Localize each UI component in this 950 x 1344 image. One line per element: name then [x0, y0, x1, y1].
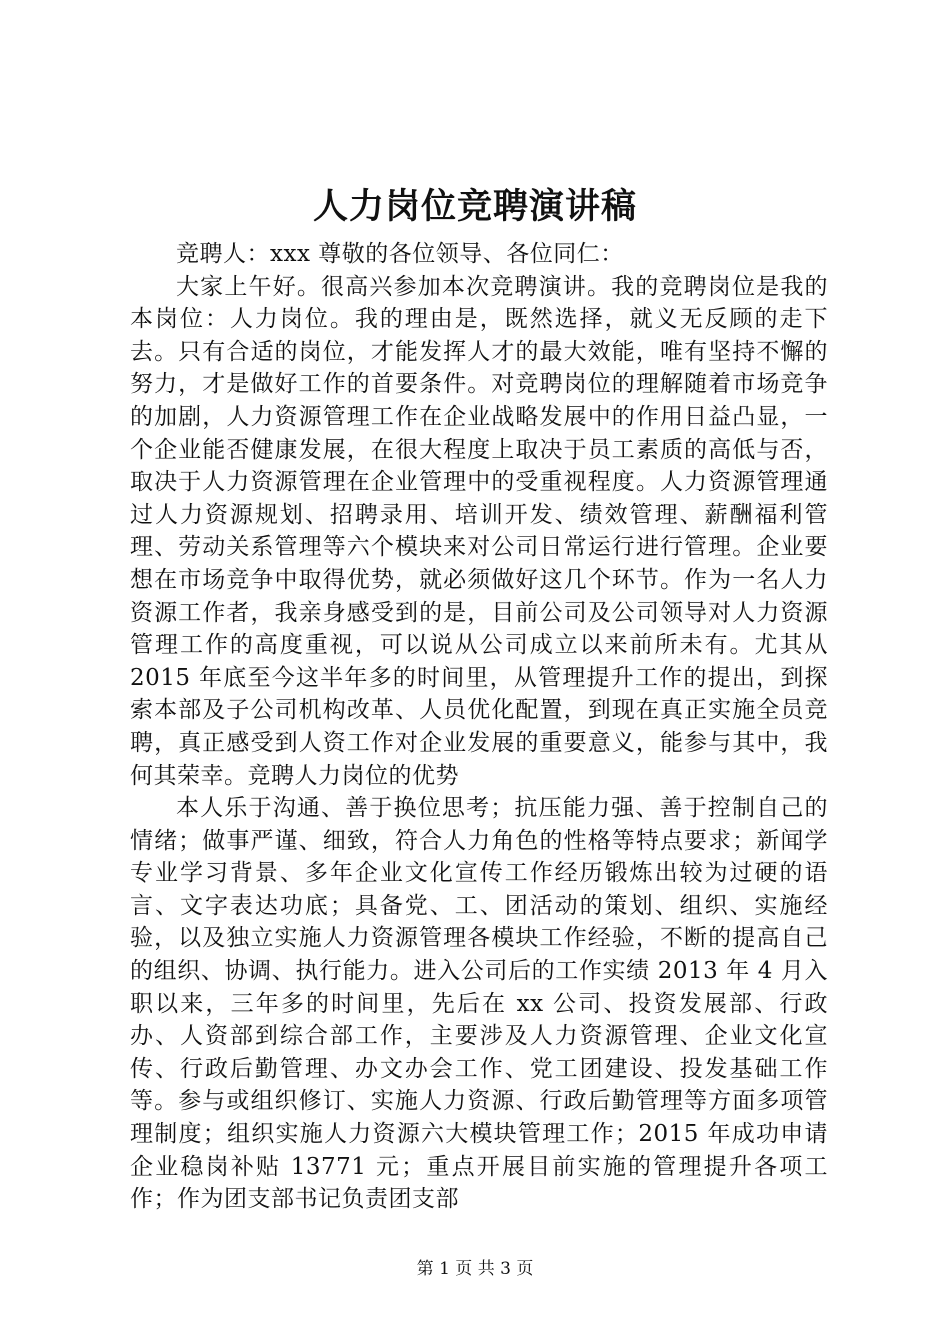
paragraph-strengths: 本人乐于沟通、善于换位思考；抗压能力强、善于控制自己的情绪；做事严谨、细致，符合人力角色的性格等特点要求；新闻学专业学习背景、多年企业文化宣传工作经历锻炼出较为过硬的语言、文字表达功底；具备党、工、团活动的策划、组织、实施经验，以及独立实施人力资源管理各模块工作经验，不断的提高自己的组织、协调、执行能力。进入公司后的工作实绩 2013 年 4 月入职以来，三年多的时间里，先后在 xx 公司、投资发展部、行政办、人资部到综合部工作，主要涉及人力资源管理、企业文化宣传、行政后勤管理、办文办会工作、党工团建设、投发基础工作等。参与或组织修订、实施人力资源、行政后勤管理等方面多项管理制度；组织实施人力资源六大模块管理工作；2015 年成功申请企业稳岗补贴 13771 元；重点开展目前实施的管理提升各项工作；作为团支部书记负责团支部 — [130, 795, 828, 1213]
document-title: 人力岗位竞聘演讲稿 — [312, 186, 637, 227]
paragraph-salutation: 竞聘人：xxx 尊敬的各位领导、各位同仁： — [176, 241, 624, 267]
document-body — [130, 238, 828, 1216]
page-number-footer: 第 1 页 共 3 页 — [416, 1259, 534, 1279]
paragraph-introduction: 大家上午好。很高兴参加本次竞聘演讲。我的竞聘岗位是我的本岗位：人力岗位。我的理由是，既然选择，就义无反顾的走下去。只有合适的岗位，才能发挥人才的最大效能，唯有坚持不懈的努力，才是做好工作的首要条件。对竞聘岗位的理解随着市场竞争的加剧，人力资源管理工作在企业战略发展中的作用日益凸显，一个企业能否健康发展，在很大程度上取决于员工素质的高低与否，取决于人力资源管理在企业管理中的受重视程度。人力资源管理通过人力资源规划、招聘录用、培训开发、绩效管理、薪酬福利管理、劳动关系管理等六个模块来对公司日常运行进行管理。企业要想在市场竞争中取得优势，就必须做好这几个环节。作为一名人力资源工作者，我亲身感受到的是，目前公司及公司领导对人力资源管理工作的高度重视，可以说从公司成立以来前所未有。尤其从 2015 年底至今这半年多的时间里，从管理提升工作的提出，到探索本部及子公司机构改革、人员优化配置，到现在真正实施全员竞聘，真正感受到人资工作对企业发展的重要意义，能参与其中，我何其荣幸。竞聘人力岗位的优势 — [130, 273, 828, 789]
